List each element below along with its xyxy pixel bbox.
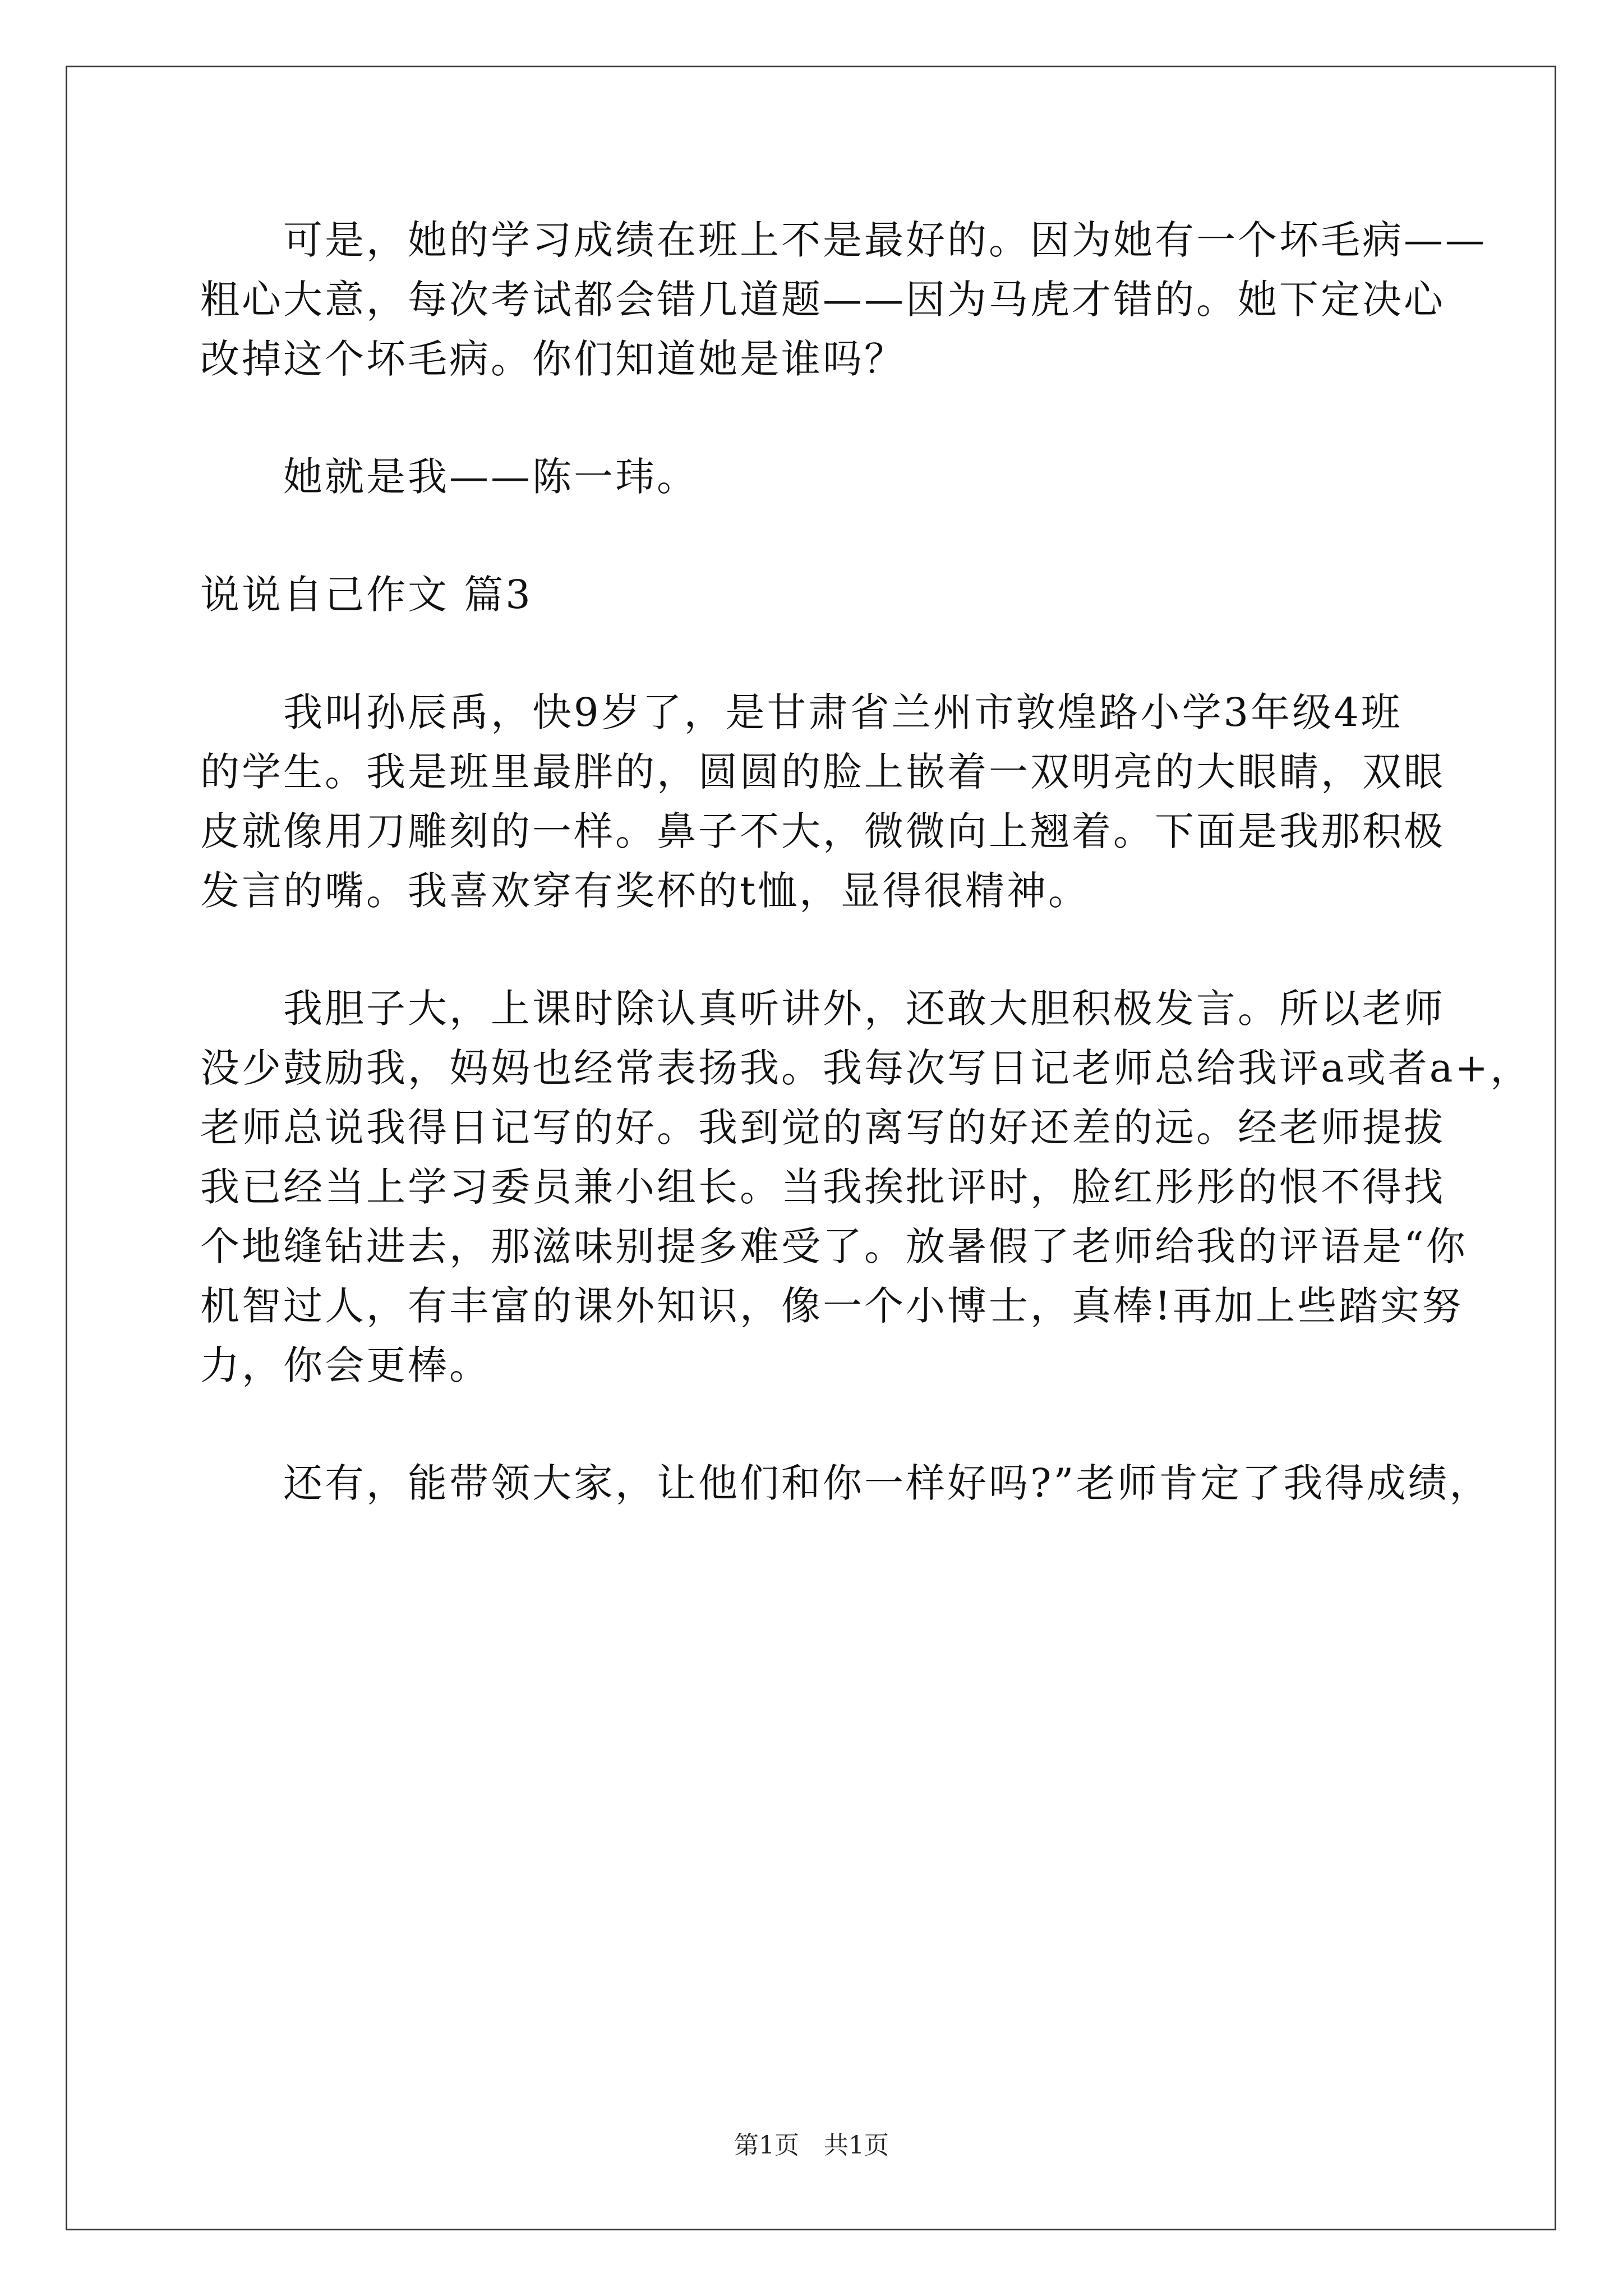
text-line: 我胆子大，上课时除认真听讲外，还敢大胆积极发言。所以老师 bbox=[283, 986, 1445, 1032]
text-line: 老师总说我得日记写的好。我到觉的离写的好还差的远。经老师提拔 bbox=[200, 1105, 1445, 1151]
paragraph-grades bbox=[200, 210, 1487, 389]
text-line: 机智过人，有丰富的课外知识，像一个小博士，真棒!再加上些踏实努 bbox=[200, 1283, 1464, 1329]
text-line: 个地缝钻进去，那滋味别提多难受了。放暑假了老师给我的评语是“你 bbox=[200, 1223, 1468, 1269]
current-page-number: 第1页 bbox=[734, 2131, 799, 2160]
paragraph-intro bbox=[200, 683, 1445, 921]
text-line: 没少鼓励我，妈妈也经常表扬我。我每次写日记老师总给我评a或者a+， bbox=[200, 1045, 1532, 1091]
text-line: 的学生。我是班里最胖的，圆圆的脸上嵌着一双明亮的大眼睛，双眼 bbox=[200, 749, 1445, 795]
paragraph-teacher-comment bbox=[200, 1453, 1491, 1513]
section-heading bbox=[200, 565, 1434, 624]
page-footer bbox=[0, 2129, 1623, 2162]
text-line: 我已经当上学习委员兼小组长。当我挨批评时，脸红彤彤的恨不得找 bbox=[200, 1164, 1445, 1210]
text-line: 还有，能带领大家，让他们和你一样好吗?”老师肯定了我得成绩， bbox=[283, 1460, 1491, 1506]
heading-text: 说说自己作文 篇3 bbox=[200, 572, 533, 618]
text-line: 力，你会更棒。 bbox=[200, 1342, 491, 1388]
total-page-count: 共1页 bbox=[824, 2131, 889, 2160]
text-line: 她就是我——陈一玮。 bbox=[283, 454, 698, 500]
text-line: 粗心大意，每次考试都会错几道题——因为马虎才错的。她下定决心 bbox=[200, 277, 1445, 323]
text-line: 可是，她的学习成绩在班上不是最好的。因为她有一个坏毛病—— bbox=[283, 217, 1487, 263]
document-body bbox=[200, 210, 1532, 1513]
text-line: 我叫孙辰禹，快9岁了，是甘肃省兰州市敦煌路小学3年级4班 bbox=[283, 689, 1403, 735]
text-line: 改掉这个坏毛病。你们知道她是谁吗？ bbox=[200, 336, 906, 382]
text-line: 发言的嘴。我喜欢穿有奖杯的t恤，显得很精神。 bbox=[200, 868, 1090, 914]
paragraph-reveal bbox=[200, 447, 1434, 507]
paragraph-school bbox=[200, 979, 1532, 1395]
text-line: 皮就像用刀雕刻的一样。鼻子不大，微微向上翘着。下面是我那积极 bbox=[200, 808, 1445, 854]
